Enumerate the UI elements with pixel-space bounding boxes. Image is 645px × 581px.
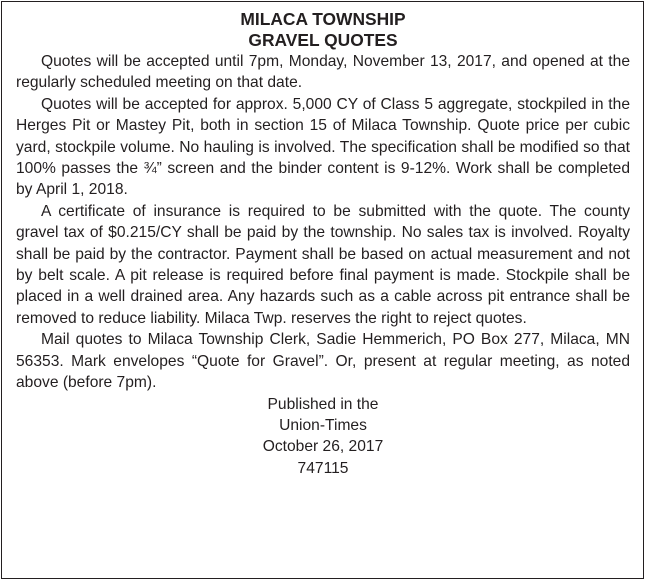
title-line-1: MILACA TOWNSHIP: [240, 9, 406, 29]
publication-footer: [16, 394, 630, 480]
publication-date: October 26, 2017: [262, 438, 384, 456]
notice-title: [16, 9, 630, 51]
paragraph-deadline: Quotes will be accepted until 7pm, Monday, November 13, 2017, and opened at the regularly scheduled meeting on that date.: [16, 53, 630, 92]
paragraph-requirements: A certificate of insurance is required to be submitted with the quote. The county gravel tax of $0.215/CY shall be paid by the township. No sales tax is involved. Royalty shall be paid by the contractor. Payment shall be based on actual measurement and not by belt scale. A pit release is required before final payment is made. Stockpile shall be placed in a well drained area. Any hazards such as a cable across pit entrance shall be removed to reduce liability. Milaca Twp. reserves the right to reject quotes.: [16, 202, 630, 327]
newspaper-name: Union-Times: [279, 416, 367, 434]
legal-notice: [1, 1, 644, 579]
published-in-line: Published in the: [267, 395, 379, 413]
title-line-2: GRAVEL QUOTES: [248, 30, 398, 50]
ad-number: 747115: [297, 459, 349, 477]
paragraph-specification: Quotes will be accepted for approx. 5,000 CY of Class 5 aggregate, stockpiled in the Herges Pit or Mastey Pit, both in section 15 of Milaca Township. Quote price per cubic yard, stockpile volume. No hauling is involved. The specification shall be modified so that 100% passes the ¾” screen and the binder content is 9-12%. Work shall be completed by April 1, 2018.: [16, 95, 630, 199]
paragraph-submission: Mail quotes to Milaca Township Clerk, Sadie Hemmerich, PO Box 277, Milaca, MN 56353. Mark envelopes “Quote for Gravel”. Or, present at regular meeting, as noted above (before 7pm).: [16, 331, 630, 392]
